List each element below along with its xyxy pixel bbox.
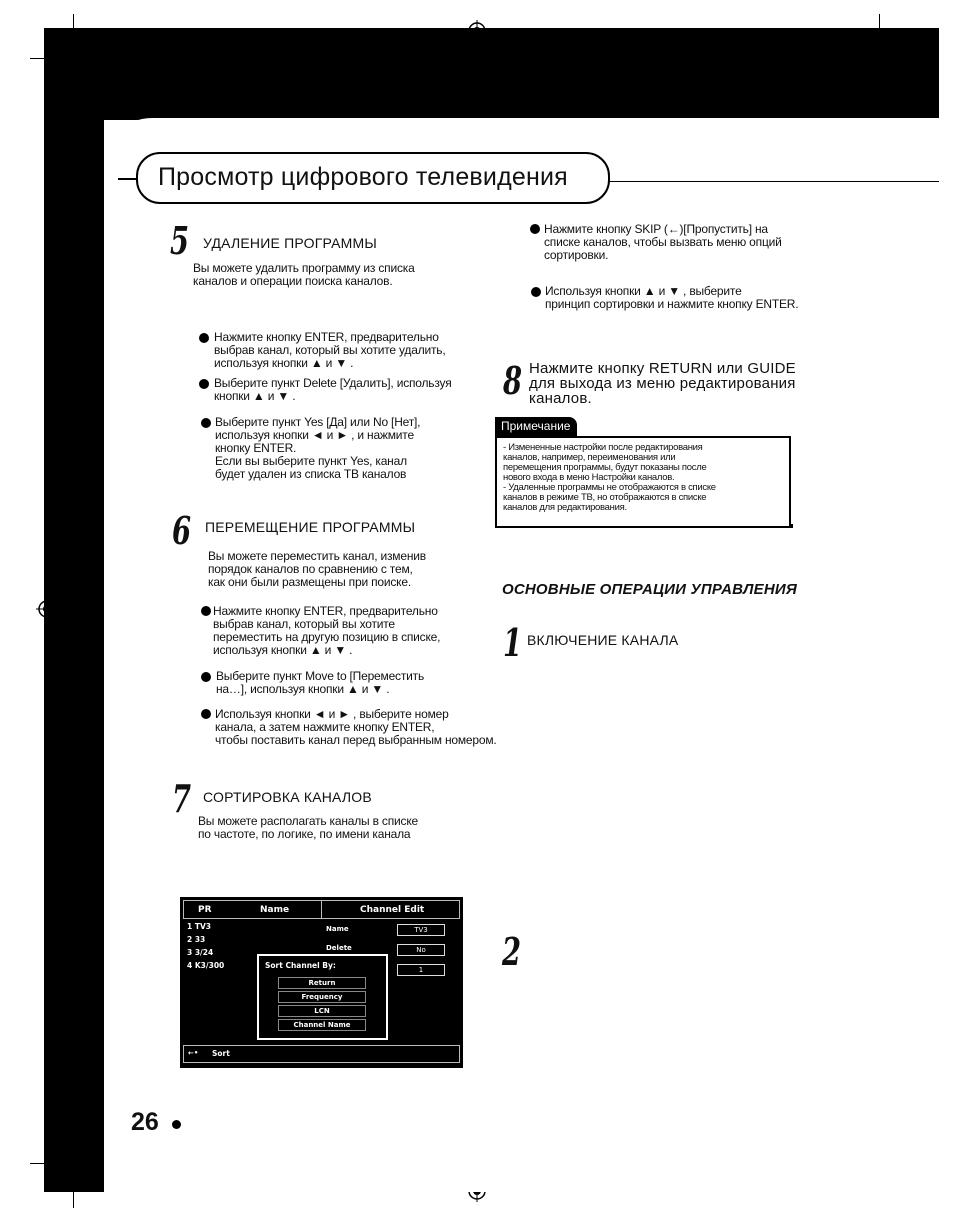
tv-field-delete-value: No (397, 944, 445, 956)
page-number: 26 (131, 1108, 159, 1136)
step-number: 7 (172, 776, 192, 821)
tv-column-pr: PR (198, 905, 212, 915)
tv-popup-title: Sort Channel By: (265, 961, 336, 970)
back-arrow-icon: ←• (188, 1049, 199, 1057)
step-title: СОРТИРОВКА КАНАЛОВ (203, 789, 372, 805)
step-intro: Вы можете переместить канал, изменив порядок каналов по сравнению с тем, как они были размещены при поиске. (208, 549, 426, 589)
section-heading: ОСНОВНЫЕ ОПЕРАЦИИ УПРАВЛЕНИЯ (502, 581, 798, 598)
step-title: ВКЛЮЧЕНИЕ КАНАЛА (527, 632, 679, 648)
title-rule (608, 181, 939, 182)
tv-channel-row: 1 TV3 (187, 922, 211, 931)
step-intro: Вы можете удалить программу из списка каналов и операции поиска каналов. (193, 261, 415, 288)
list-item: Используя кнопки ◄ и ► , выберите номер канала, а затем нажмите кнопку ENTER, чтобы поставить канал перед выбранным номером. (215, 707, 497, 747)
list-item: Выберите пункт Move to [Переместить на…], используя кнопки ▲ и ▼ . (216, 669, 424, 696)
tv-channel-row: 3 3/24 (187, 948, 214, 957)
tv-field-name-label: Name (326, 925, 349, 933)
tv-sort-option: Channel Name (278, 1019, 366, 1031)
tv-sort-option: Frequency (278, 991, 366, 1003)
bullet-marker-icon (199, 333, 209, 343)
step-number: 2 (502, 929, 522, 974)
tv-column-name: Name (260, 905, 290, 915)
bullet-marker-icon (531, 287, 541, 297)
bullet-marker-icon (201, 672, 211, 682)
tv-sort-option: Return (278, 977, 366, 989)
list-item: Нажмите кнопку SKIP (←)[Пропустить] на списке каналов, чтобы вызвать меню опций сортировки. (544, 222, 782, 262)
tv-field-name-value: TV3 (397, 924, 445, 936)
list-item: Нажмите кнопку ENTER, предварительно выбрав канал, который вы хотите переместить на другую позицию в списке, используя кнопки ▲ и ▼ . (213, 604, 441, 657)
note-text: - Измененные настройки после редактирования каналов, например, переименования или перемещения программы, будут показаны после нового входа в меню Настройки каналов. - Удаленные программы не отображаются в списке каналов в режиме ТВ, но отображаются в списке каналов для редактирования. (503, 442, 716, 513)
tv-footer-label: Sort (212, 1049, 230, 1058)
step-number: 5 (170, 218, 190, 263)
tv-field-move-value: 1 (397, 964, 445, 976)
bullet-marker-icon (201, 709, 211, 719)
step-number: 8 (503, 358, 523, 403)
step-title: УДАЛЕНИЕ ПРОГРАММЫ (203, 235, 377, 251)
tv-screen-illustration (180, 897, 463, 1068)
page-title: Просмотр цифрового телевидения (158, 163, 568, 191)
tv-channel-row: 4 K3/300 (187, 961, 225, 970)
tv-field-delete-label: Delete (326, 944, 352, 952)
tv-column-channel-edit: Channel Edit (360, 905, 425, 915)
step-number: 6 (172, 508, 192, 553)
list-item: Используя кнопки ▲ и ▼ , выберите принцип сортировки и нажмите кнопку ENTER. (545, 284, 799, 311)
note-label: Примечание (495, 417, 577, 436)
step-number: 1 (503, 620, 523, 665)
bullet-marker-icon (530, 224, 540, 234)
bullet-marker-icon (201, 418, 211, 428)
step-title: Нажмите кнопку RETURN или GUIDE для выхода из меню редактирования каналов. (529, 360, 796, 407)
tv-header-divider (321, 900, 322, 919)
list-item: Выберите пункт Yes [Да] или No [Нет], используя кнопки ◄ и ► , и нажмите кнопку ENTER. Если вы выберите пункт Yes, канал будет удален из списка ТВ каналов (215, 415, 421, 481)
step-intro: Вы можете располагать каналы в списке по частоте, по логике, по имени канала (198, 814, 418, 841)
tv-sort-option: LCN (278, 1005, 366, 1017)
list-item: Нажмите кнопку ENTER, предварительно выбрав канал, который вы хотите удалить, используя кнопки ▲ и ▼ . (214, 330, 446, 370)
tv-channel-row: 2 33 (187, 935, 206, 944)
page-top-band (44, 28, 939, 120)
page-left-band (44, 28, 104, 1192)
bullet-marker-icon (199, 379, 209, 389)
step-title: ПЕРЕМЕЩЕНИЕ ПРОГРАММЫ (205, 519, 416, 535)
bullet-marker-icon (201, 606, 211, 616)
list-item: Выберите пункт Delete [Удалить], используя кнопки ▲ и ▼ . (214, 376, 452, 403)
page-number-bullet-icon (172, 1120, 181, 1129)
